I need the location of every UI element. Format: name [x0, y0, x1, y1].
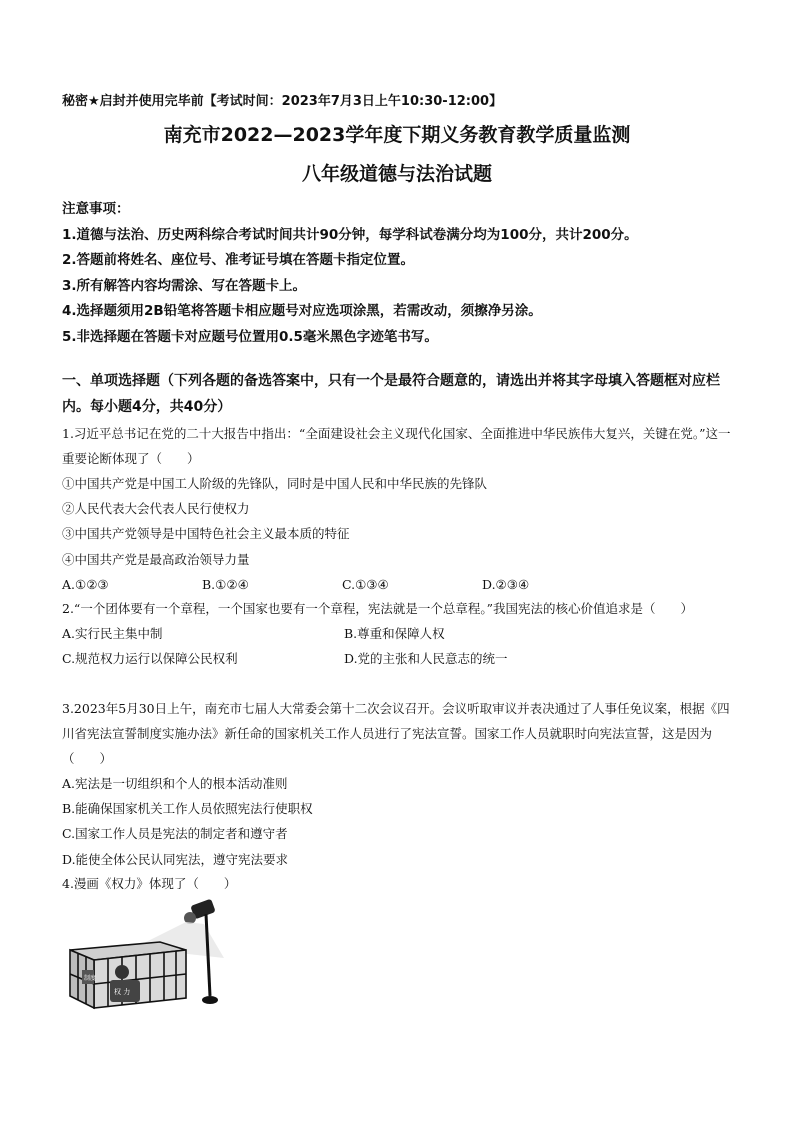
note-item: 1.道德与法治、历史两科综合考试时间共计90分钟，每学科试卷满分均为100分，共计200分。 — [62, 226, 638, 243]
statement-item: ③中国共产党领导是中国特色社会主义最本质的特征 — [62, 526, 350, 542]
option-d: D.②③④ — [482, 576, 530, 592]
option-c: C.①③④ — [342, 576, 389, 592]
option-b: B.能确保国家机关工作人员依照宪法行使职权 — [62, 801, 313, 817]
question-stem: 3.2023年5月30日上午，南充市七届人大常委会第十二次会议召开。会议听取审议并表决通过了人事任免议案，根据《四川省宪法宣誓制度实施办法》新任命的国家机关工作人员进行了宪法宣誓。国家工作人员就职时向宪法宣誓，这是因为（ ） — [62, 701, 730, 766]
note-item: 5.非选择题在答题卡对应题号位置用0.5毫米黑色字迹笔书写。 — [62, 328, 438, 345]
notes-section — [62, 197, 742, 350]
option-b: B.尊重和保障人权 — [344, 626, 445, 641]
option-a: A.宪法是一切组织和个人的根本活动准则 — [62, 776, 288, 791]
question-stem: 2.“一个团体要有一个章程，一个国家也要有一个章程，宪法就是一个总章程。”我国宪法的核心价值追求是（ ） — [62, 601, 693, 616]
note-item: 2.答题前将姓名、座位号、准考证号填在答题卡指定位置。 — [62, 252, 415, 268]
exam-title: 南充市2022—2023学年度下期义务教育教学质量监测 — [163, 124, 631, 146]
confidential-notice: 秘密★启封并使用完毕前【考试时间：2023年7月3日上午10:30-12:00】 — [62, 94, 503, 109]
note-item: 4.选择题须用2B铅笔将答题卡相应题号对应选项涂黑，若需改动，须擦净另涂。 — [62, 303, 542, 319]
cartoon-power-illustration — [64, 896, 244, 1012]
options-row — [62, 646, 738, 671]
option-a: A.①②③ — [62, 576, 109, 592]
notes-heading: 注意事项： — [62, 201, 130, 217]
option-b: B.①②④ — [202, 576, 249, 592]
note-item: 3.所有解答内容均需涂、写在答题卡上。 — [62, 277, 307, 294]
exam-subtitle: 八年级道德与法治试题 — [301, 163, 492, 185]
option-a: A.实行民主集中制 — [62, 626, 163, 641]
question-4 — [62, 871, 738, 896]
question-3 — [62, 696, 738, 872]
option-d: D.党的主张和人民意志的统一 — [344, 651, 508, 666]
section-heading: 一、单项选择题（下列各题的备选答案中，只有一个是最符合题意的，请选出并将其字母填入答题框对应栏内。每小题4分，共40分） — [62, 373, 720, 415]
options-row — [62, 621, 738, 646]
option-d: D.能使全体公民认同宪法，遵守宪法要求 — [62, 851, 289, 867]
question-1 — [62, 421, 738, 597]
option-c: C.规范权力运行以保障公民权利 — [62, 651, 238, 666]
options-row — [62, 572, 738, 597]
question-stem: 1.习近平总书记在党的二十大报告中指出：“全面建设社会主义现代化国家、全面推进中华民族伟大复兴，关键在党。”这一重要论断体现了（ ） — [62, 426, 731, 466]
figure-label: 权 力 — [114, 988, 131, 996]
question-stem: 4.漫画《权力》体现了（ ） — [62, 876, 237, 891]
option-c: C.国家工作人员是宪法的制定者和遵守者 — [62, 826, 288, 842]
cage-label: 制度 — [84, 975, 97, 982]
statement-item: ①中国共产党是中国工人阶级的先锋队，同时是中国人民和中华民族的先锋队 — [62, 476, 488, 491]
statement-item: ②人民代表大会代表人民行使权力 — [62, 501, 250, 517]
question-2 — [62, 596, 738, 671]
statement-item: ④中国共产党是最高政治领导力量 — [62, 551, 250, 567]
